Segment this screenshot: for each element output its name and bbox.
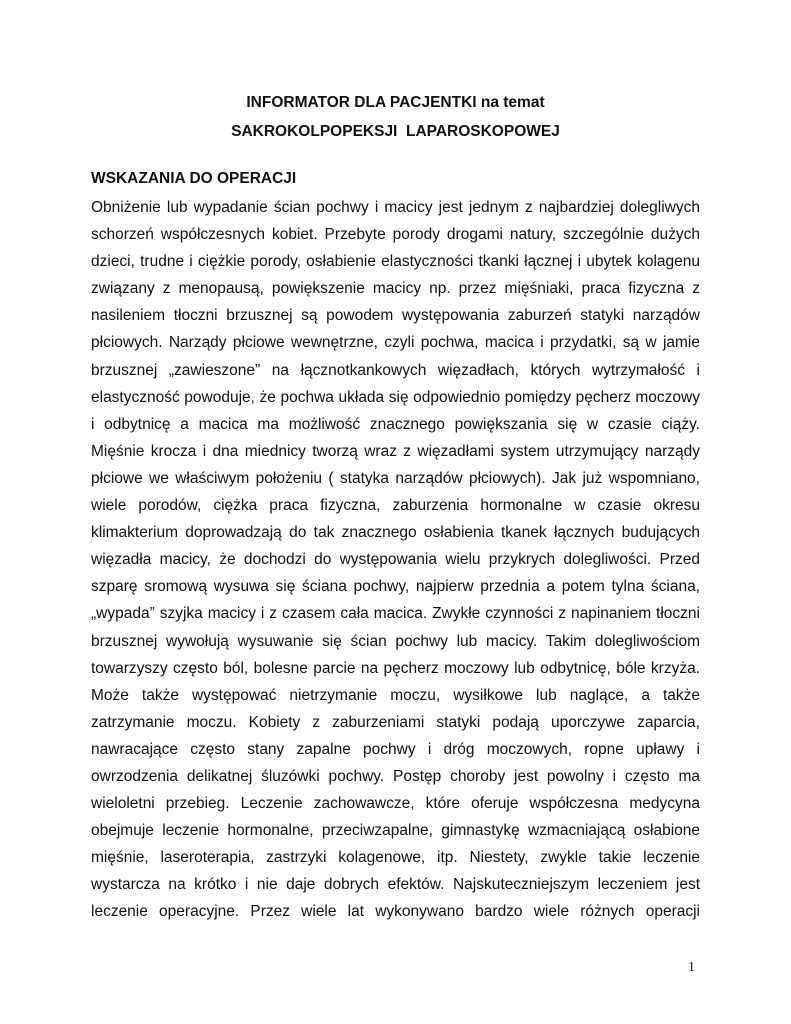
body-line: obejmuje leczenie hormonalne, przeciwzapalne, gimnastykę wzmacniającą osłabione <box>91 822 700 840</box>
title-line-1: INFORMATOR DLA PACJENTKI na temat <box>246 94 545 111</box>
body-paragraph <box>91 194 700 926</box>
body-line: więzadła macicy, że dochodzi do występowania wielu przykrych dolegliwości. Przed <box>91 551 700 569</box>
body-line: Mięśnie krocza i dna miednicy tworzą wraz z więzadłami system utrzymujący narządy <box>91 442 700 460</box>
body-line: nasileniem tłoczni brzusznej są powodem występowania zaburzeń statyki narządów <box>91 307 700 325</box>
body-line: elastyczność powoduje, że pochwa układa się odpowiednio pomiędzy pęcherz moczowy <box>91 388 700 406</box>
body-line: płciowe we właściwym położeniu ( statyka narządów płciowych). Jak już wspomniano, <box>91 469 700 487</box>
body-line: klimakterium doprowadzają do tak znacznego osłabienia tkanek łącznych budujących <box>91 524 700 542</box>
body-line: „wypada” szyjka macicy i z czasem cała macica. Zwykłe czynności z napinaniem tłoczni <box>91 605 700 623</box>
body-line: i odbytnicę a macica ma możliwość znacznego powiększania się w czasie ciąży. <box>91 415 700 433</box>
body-line: Obniżenie lub wypadanie ścian pochwy i macicy jest jednym z najbardziej dolegliwych <box>91 199 700 216</box>
body-line: dzieci, trudne i ciężkie porody, osłabienie elastyczności tkanki łącznej i ubytek kolagenu <box>91 253 700 271</box>
body-line: schorzeń współczesnych kobiet. Przebyte porody drogami natury, szczególnie dużych <box>91 226 700 244</box>
body-line: szparę sromową wysuwa się ściana pochwy, najpierw przednia a potem tylna ściana, <box>91 578 700 596</box>
body-line: nawracające często stany zapalne pochwy i dróg moczowych, ropne upławy i <box>91 740 700 758</box>
section-heading: WSKAZANIA DO OPERACJI <box>91 170 297 187</box>
body-line: wiele porodów, ciężka praca fizyczna, zaburzenia hormonalne w czasie okresu <box>91 497 700 515</box>
body-line: wieloletni przebieg. Leczenie zachowawcze, które oferuje współczesna medycyna <box>91 795 700 813</box>
body-line: wystarcza na krótko i nie daje dobrych efektów. Najskuteczniejszym leczeniem jest <box>91 876 700 894</box>
body-line: towarzyszy często ból, bolesne parcie na pęcherz moczowy lub odbytnicę, bóle krzyża. <box>91 659 700 677</box>
body-line: owrzodzenia delikatnej śluzówki pochwy. Postęp choroby jest powolny i często ma <box>91 767 700 785</box>
page-number: 1 <box>688 960 695 975</box>
body-line: zatrzymanie moczu. Kobiety z zaburzeniami statyki podają uporczywe zaparcia, <box>91 713 700 731</box>
title-line-2: SAKROKOLPOPEKSJI LAPAROSKOPOWEJ <box>231 123 560 140</box>
body-line: płciowych. Narządy płciowe wewnętrzne, czyli pochwa, macica i przydatki, są w jamie <box>91 334 700 352</box>
document-title <box>0 88 791 146</box>
body-line: związany z menopausą, powiększenie macicy np. przez mięśniaki, praca fizyczna z <box>91 280 700 298</box>
body-line: brzusznej „zawieszone” na łącznotkankowych więzadłach, których wytrzymałość i <box>91 361 700 379</box>
body-line: leczenie operacyjne. Przez wiele lat wykonywano bardzo wiele różnych operacji <box>91 903 700 921</box>
body-line: Może także występować nietrzymanie moczu, wysiłkowe lub naglące, a także <box>91 686 700 704</box>
body-line: mięśnie, laseroterapia, zastrzyki kolagenowe, itp. Niestety, zwykle takie leczenie <box>91 849 700 867</box>
body-line: brzusznej wywołują wysuwanie się ścian pochwy lub macicy. Takim dolegliwościom <box>91 632 700 650</box>
